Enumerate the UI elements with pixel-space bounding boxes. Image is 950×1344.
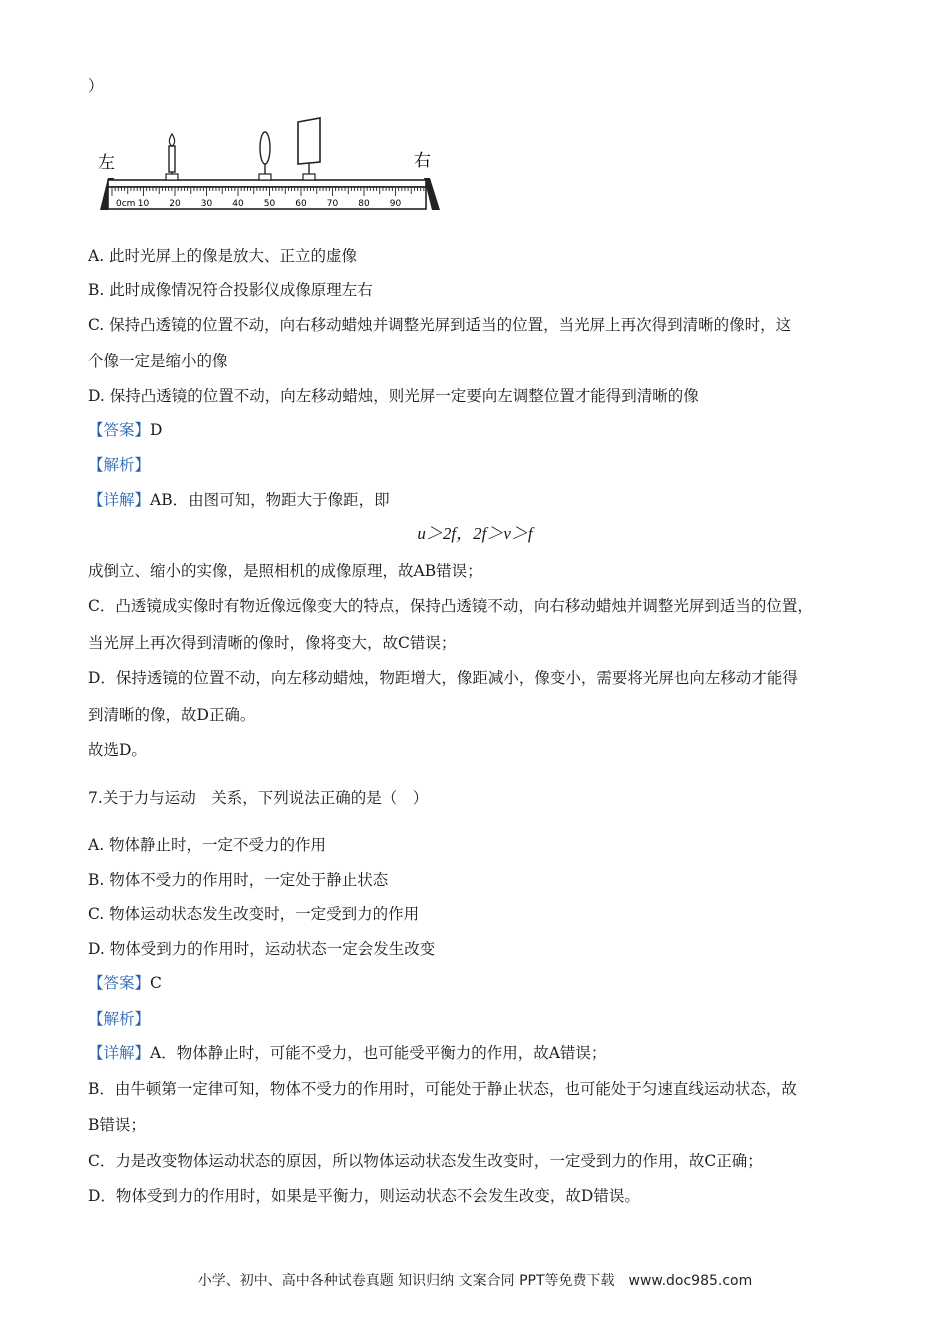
right-label: 右 [414,151,431,171]
continued-paren: ） [88,77,104,95]
convex-lens [259,132,271,180]
ruler-tick-label: 20 [169,199,181,209]
q6-explain-2: C．凸透镜成实像时有物近像远像变大的特点，保持凸透镜不动，向右移动蜡烛并调整光屏到适当的位置， [88,597,813,615]
q6-option-b: B. 此时成像情况符合投影仪成像原理左右 [88,281,373,299]
q7-explain-2: C．力是改变物体运动状态的原因，所以物体运动状态发生改变时，一定受到力的作用，故C正确； [88,1152,763,1170]
ruler-tick-label: 10 [137,199,150,209]
q7-explain-3: D．物体受到力的作用时，如果是平衡力，则运动状态不会发生改变，故D错误。 [88,1187,640,1205]
q6-detail: 【详解】AB．由图可知，物距大于像距，即 [88,491,390,509]
q7-detail: 【详解】A．物体静止时，可能不受力，也可能受平衡力的作用，故A错误； [88,1044,607,1062]
ruler-tick-label: 30 [200,199,213,209]
ruler-tick-label: 50 [263,199,276,209]
q7-answer [88,973,162,993]
ruler-tick-label: 60 [295,199,307,209]
answer-value: D [150,421,163,439]
q6-explain-5: 到清晰的像，故D正确。 [88,706,256,724]
light-screen [298,118,320,180]
q7-explain-1-cont: B错误； [88,1116,146,1134]
answer-tag: 【答案】 [88,974,151,992]
ruler-tick-label: 40 [232,199,244,209]
q7-option-c: C. 物体运动状态发生改变时，一定受到力的作用 [88,905,420,923]
q6-conclusion: 故选D。 [88,741,147,759]
answer-value: C [150,974,162,992]
q7-stem: 7.关于力与运动 关系，下列说法正确的是（ ） [88,789,429,807]
detail-tag: 【详解】 [88,1044,151,1062]
ruler-tick-label: 70 [326,199,339,209]
page-footer: 小学、初中、高中各种试卷真题 知识归纳 文案合同 PPT等免费下载 www.doc985.com [197,1273,753,1289]
q6-option-c: C. 保持凸透镜的位置不动，向右移动蜡烛并调整光屏到适当的位置，当光屏上再次得到清晰的像时，这 [88,316,792,334]
q7-option-a: A. 物体静止时，一定不受力的作用 [88,836,327,854]
q6-option-d: D. 保持凸透镜的位置不动，向左移动蜡烛，则光屏一定要向左调整位置才能得到清晰的像 [88,387,699,405]
q6-explain-3: 当光屏上再次得到清晰的像时，像将变大，故C错误； [88,634,457,652]
q7-analysis-tag: 【解析】 [88,1010,151,1028]
q6-analysis-tag: 【解析】 [88,456,151,474]
q7-explain-1: B．由牛顿第一定律可知，物体不受力的作用时，可能处于静止状态，也可能处于匀速直线运动状态，故 [88,1080,797,1098]
q6-option-c-cont: 个像一定是缩小的像 [88,352,228,370]
ruler-tick-label: 90 [389,199,402,209]
q7-option-b: B. 物体不受力的作用时，一定处于静止状态 [88,871,389,889]
q6-answer [88,420,162,440]
q6-explain-1: 成倒立、缩小的实像，是照相机的成像原理，故AB错误； [88,562,483,580]
q6-formula: u＞2f，2f＞v＞f [417,524,533,543]
rail-top [108,180,426,187]
ruler-tick-label: 80 [358,199,370,209]
q6-option-a: A. 此时光屏上的像是放大、正立的虚像 [88,247,358,265]
detail-tag: 【详解】 [88,491,151,509]
ruler-tick-label: 0cm [116,199,136,209]
q7-option-d: D. 物体受到力的作用时，运动状态一定会发生改变 [88,940,436,958]
left-label: 左 [98,153,115,173]
candle [166,134,178,180]
q6-explain-4: D．保持透镜的位置不动，向左移动蜡烛，物距增大，像距减小，像变小，需要将光屏也向左移动才能得 [88,669,798,687]
optical-bench-figure [84,112,448,216]
answer-tag: 【答案】 [88,421,151,439]
